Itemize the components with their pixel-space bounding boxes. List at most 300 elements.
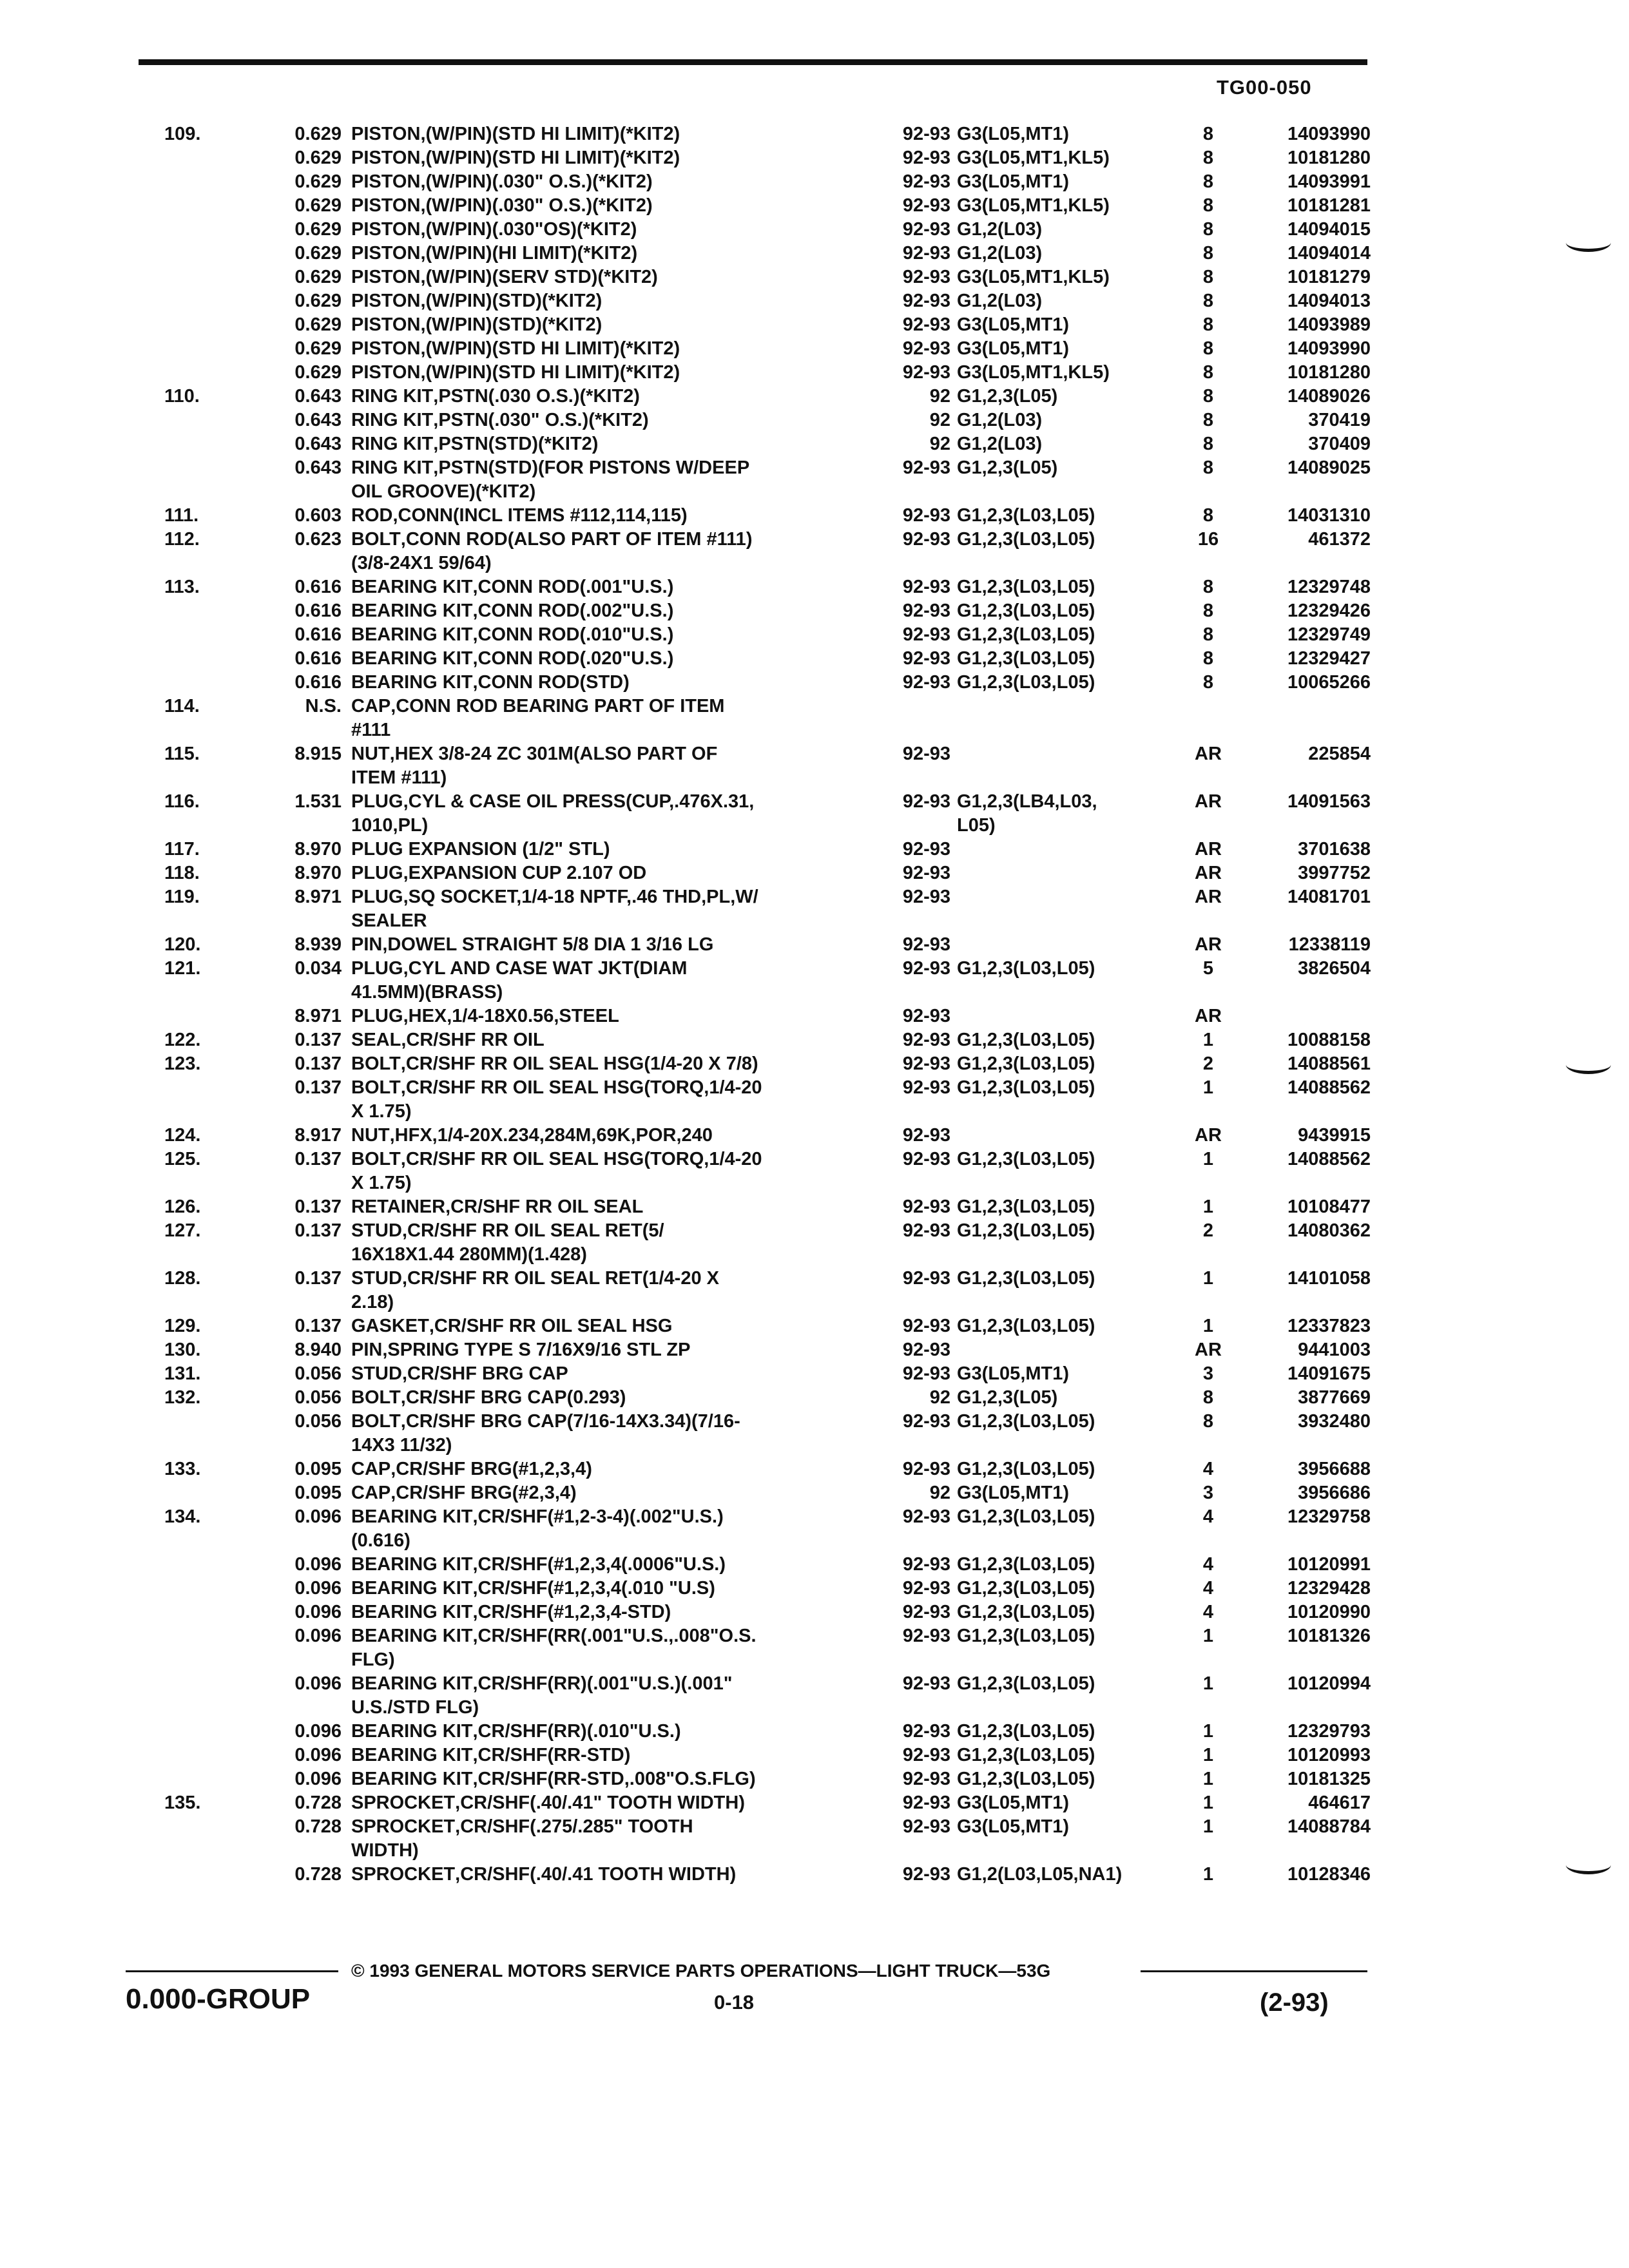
quantity: 8 xyxy=(1202,124,1214,144)
part-description xyxy=(351,528,851,575)
group-number: 0.137 xyxy=(294,1196,342,1217)
item-number: 133. xyxy=(164,1459,201,1479)
part-number: 12329793 xyxy=(1287,1721,1371,1742)
model-year: 92-93 xyxy=(902,1864,950,1885)
group-number: N.S. xyxy=(305,696,342,716)
part-name: ROD xyxy=(351,505,393,526)
group-number: 8.915 xyxy=(294,744,342,764)
model-codes: G3(L05,MT1,KL5) xyxy=(957,195,1110,216)
part-name: BEARING KIT xyxy=(351,672,473,693)
group-number: 0.629 xyxy=(294,267,342,287)
group-number: 0.629 xyxy=(294,338,342,359)
quantity: 3 xyxy=(1202,1483,1214,1503)
item-number: 121. xyxy=(164,958,201,979)
model-codes: G1,2(L03) xyxy=(957,434,1043,454)
part-number: 3956688 xyxy=(1298,1459,1371,1479)
parts-row xyxy=(0,456,1629,504)
part-name: PISTON xyxy=(351,148,421,168)
model-codes: G1,2,3(L03,L05) xyxy=(957,529,1095,550)
group-number: 0.095 xyxy=(294,1483,342,1503)
parts-row xyxy=(0,1672,1629,1720)
group-number: 0.629 xyxy=(294,219,342,240)
top-rule xyxy=(139,59,1367,65)
part-description xyxy=(351,1863,851,1887)
model-codes: G1,2(L03,L05,NA1) xyxy=(957,1864,1123,1885)
parts-row xyxy=(0,623,1629,647)
parts-row xyxy=(0,432,1629,456)
model-codes: G1,2,3(L03,L05) xyxy=(957,1673,1095,1694)
parts-row xyxy=(0,1600,1629,1624)
quantity: 8 xyxy=(1202,219,1214,240)
part-details: ,(W/PIN)(SERV STD)(*KIT2) xyxy=(420,267,658,287)
group-number: 0.629 xyxy=(294,243,342,264)
part-description xyxy=(351,385,851,408)
part-number: 3701638 xyxy=(1298,839,1371,860)
parts-row xyxy=(0,1815,1629,1863)
parts-row xyxy=(0,885,1629,933)
quantity: 1 xyxy=(1202,1077,1214,1098)
group-number: 8.970 xyxy=(294,839,342,860)
part-details: ,(W/PIN)(STD HI LIMIT)(*KIT2) xyxy=(420,124,680,144)
part-name: CAP xyxy=(351,1459,391,1479)
group-number: 0.728 xyxy=(294,1864,342,1885)
model-year: 92-93 xyxy=(902,219,950,240)
part-number: 12337823 xyxy=(1287,1316,1371,1336)
parts-row xyxy=(0,1004,1629,1028)
model-year: 92-93 xyxy=(902,624,950,645)
item-number: 126. xyxy=(164,1196,201,1217)
group-number: 0.137 xyxy=(294,1268,342,1289)
part-details: ,SPRING TYPE S 7/16X9/16 STL ZP xyxy=(382,1340,691,1360)
model-codes: G1,2,3(L03,L05) xyxy=(957,1769,1095,1789)
quantity: 1 xyxy=(1202,1268,1214,1289)
group-number: 8.970 xyxy=(294,863,342,883)
quantity: 8 xyxy=(1202,457,1214,478)
model-year: 92-93 xyxy=(902,1602,950,1622)
parts-row xyxy=(0,1124,1629,1148)
part-name: PLUG xyxy=(351,839,403,860)
part-details: ,CONN(INCL ITEMS #112,114,115) xyxy=(392,505,688,526)
parts-row xyxy=(0,1791,1629,1815)
part-number: 10120994 xyxy=(1287,1673,1371,1694)
model-year: 92-93 xyxy=(902,744,950,764)
part-details: ,CR/SHF(RR)(.001"U.S.)(.001" U.S./STD FLG) xyxy=(351,1673,733,1718)
part-number: 12329427 xyxy=(1287,648,1371,669)
part-details: ,CONN ROD(STD) xyxy=(472,672,630,693)
part-details: ,CONN ROD(.010"U.S.) xyxy=(472,624,674,645)
parts-row xyxy=(0,1314,1629,1338)
part-name: PISTON xyxy=(351,362,421,383)
part-description xyxy=(351,456,851,504)
parts-row xyxy=(0,933,1629,957)
model-codes: G1,2,3(L05) xyxy=(957,457,1058,478)
model-codes: G3(L05,MT1) xyxy=(957,338,1070,359)
part-name: SPROCKET xyxy=(351,1816,456,1837)
part-number: 12329749 xyxy=(1287,624,1371,645)
model-year: 92-93 xyxy=(902,338,950,359)
group-number: 0.056 xyxy=(294,1387,342,1408)
model-codes: G1,2,3(L03,L05) xyxy=(957,672,1095,693)
parts-row xyxy=(0,1744,1629,1767)
group-number: 0.629 xyxy=(294,362,342,383)
quantity: 4 xyxy=(1202,1578,1214,1599)
model-year: 92-93 xyxy=(902,1578,950,1599)
part-number: 10181281 xyxy=(1287,195,1371,216)
group-number: 0.643 xyxy=(294,457,342,478)
part-description xyxy=(351,218,851,242)
model-codes: G1,2,3(L03,L05) xyxy=(957,505,1095,526)
item-number: 114. xyxy=(164,696,200,716)
group-label: 0.000-GROUP xyxy=(126,1983,311,2015)
group-number: 0.034 xyxy=(294,958,342,979)
part-name: PISTON xyxy=(351,243,421,264)
part-details: ,(W/PIN)(STD HI LIMIT)(*KIT2) xyxy=(420,362,680,383)
part-description xyxy=(351,695,851,742)
model-year: 92-93 xyxy=(902,362,950,383)
model-codes: G3(L05,MT1) xyxy=(957,1792,1070,1813)
parts-row xyxy=(0,1052,1629,1076)
parts-row xyxy=(0,790,1629,838)
model-year: 92 xyxy=(929,410,950,430)
part-details: ,CR/SHF RR OIL SEAL HSG(TORQ,1/4-20 X 1.75) xyxy=(351,1149,762,1193)
parts-list xyxy=(0,122,1629,1887)
parts-row xyxy=(0,528,1629,575)
group-number: 0.616 xyxy=(294,672,342,693)
part-details: EXPANSION (1/2" STL) xyxy=(403,839,610,860)
part-description xyxy=(351,242,851,265)
model-year: 92-93 xyxy=(902,124,950,144)
group-number: 0.728 xyxy=(294,1792,342,1813)
part-description xyxy=(351,1481,851,1505)
part-number: 14091675 xyxy=(1287,1363,1371,1384)
part-name: PLUG xyxy=(351,791,403,812)
model-year: 92-93 xyxy=(902,1816,950,1837)
group-number: 0.629 xyxy=(294,124,342,144)
part-number: 14091563 xyxy=(1287,791,1371,812)
part-details: ,(W/PIN)(STD)(*KIT2) xyxy=(420,314,602,335)
model-codes: G1,2,3(L03,L05) xyxy=(957,1316,1095,1336)
footer-rule-right xyxy=(1141,1970,1367,1972)
quantity: 8 xyxy=(1202,195,1214,216)
part-number: 370409 xyxy=(1308,434,1371,454)
part-name: BEARING KIT xyxy=(351,1769,473,1789)
part-details: ,CR/SHF BRG(#1,2,3,4) xyxy=(390,1459,592,1479)
part-number: 14089025 xyxy=(1287,457,1371,478)
model-codes: G3(L05,MT1,KL5) xyxy=(957,148,1110,168)
group-number: 0.137 xyxy=(294,1053,342,1074)
part-description xyxy=(351,122,851,146)
part-description xyxy=(351,361,851,385)
model-year: 92-93 xyxy=(902,1506,950,1527)
part-name: BEARING KIT xyxy=(351,1554,473,1575)
part-description xyxy=(351,432,851,456)
model-year: 92-93 xyxy=(902,529,950,550)
part-name: PIN xyxy=(351,1340,383,1360)
group-number: 0.728 xyxy=(294,1816,342,1837)
quantity: 4 xyxy=(1202,1602,1214,1622)
item-number: 109. xyxy=(164,124,201,144)
part-name: NUT xyxy=(351,1125,390,1146)
part-description xyxy=(351,742,851,790)
parts-row xyxy=(0,599,1629,623)
part-name: RING KIT xyxy=(351,386,434,407)
group-number: 0.643 xyxy=(294,434,342,454)
part-number: 3956686 xyxy=(1298,1483,1371,1503)
part-number: 14089026 xyxy=(1287,386,1371,407)
model-year: 92-93 xyxy=(902,314,950,335)
part-details: ,SQ SOCKET,1/4-18 NPTF,.46 THD,PL,W/ SEALER xyxy=(351,887,758,931)
part-description xyxy=(351,170,851,194)
model-codes: G1,2,3(L05) xyxy=(957,1387,1058,1408)
part-description xyxy=(351,671,851,695)
part-details: ,CR/SHF(.275/.285" TOOTH WIDTH) xyxy=(351,1816,693,1861)
item-number: 112. xyxy=(164,529,200,550)
group-number: 0.623 xyxy=(294,529,342,550)
parts-row xyxy=(0,1481,1629,1505)
model-codes: G1,2,3(L03,L05) xyxy=(957,1745,1095,1765)
parts-row xyxy=(0,957,1629,1004)
part-name: BOLT xyxy=(351,1053,401,1074)
part-description xyxy=(351,790,851,838)
part-name: NUT xyxy=(351,744,390,764)
model-codes: G1,2(L03) xyxy=(957,410,1043,430)
model-year: 92-93 xyxy=(902,195,950,216)
part-details: ,CYL AND CASE WAT JKT(DIAM 41.5MM)(BRASS) xyxy=(351,958,688,1003)
quantity: 8 xyxy=(1202,314,1214,335)
group-number: 0.096 xyxy=(294,1626,342,1646)
part-description xyxy=(351,1052,851,1076)
group-number: 0.629 xyxy=(294,291,342,311)
margin-mark xyxy=(1566,1055,1611,1074)
part-description xyxy=(351,265,851,289)
quantity: 8 xyxy=(1202,362,1214,383)
part-name: BOLT xyxy=(351,1149,401,1169)
group-number: 8.971 xyxy=(294,887,342,907)
model-year: 92-93 xyxy=(902,1268,950,1289)
group-number: 0.629 xyxy=(294,195,342,216)
quantity: 1 xyxy=(1202,1196,1214,1217)
item-number: 131. xyxy=(164,1363,201,1384)
group-number: 0.096 xyxy=(294,1578,342,1599)
part-number: 10181325 xyxy=(1287,1769,1371,1789)
model-year: 92-93 xyxy=(902,672,950,693)
part-name: RING KIT xyxy=(351,457,434,478)
quantity: AR xyxy=(1195,1125,1222,1146)
part-number: 12329428 xyxy=(1287,1578,1371,1599)
group-number: 0.096 xyxy=(294,1673,342,1694)
model-year: 92 xyxy=(929,1483,950,1503)
group-number: 0.629 xyxy=(294,171,342,192)
model-codes: G1,2,3(L05) xyxy=(957,386,1058,407)
model-year: 92-93 xyxy=(902,1149,950,1169)
item-number: 123. xyxy=(164,1053,201,1074)
model-codes: G3(L05,MT1,KL5) xyxy=(957,362,1110,383)
part-number: 14094015 xyxy=(1287,219,1371,240)
quantity: 8 xyxy=(1202,672,1214,693)
model-codes: G3(L05,MT1) xyxy=(957,124,1070,144)
group-number: 0.137 xyxy=(294,1316,342,1336)
part-details: ,CR/SHF(RR-STD) xyxy=(472,1745,631,1765)
part-details: ,PSTN(.030 O.S.)(*KIT2) xyxy=(433,386,640,407)
quantity: 1 xyxy=(1202,1816,1214,1837)
part-name: BEARING KIT xyxy=(351,1673,473,1694)
part-name: RING KIT xyxy=(351,410,434,430)
margin-mark xyxy=(1566,1856,1611,1874)
part-description xyxy=(351,1767,851,1791)
parts-row xyxy=(0,1267,1629,1314)
part-number: 10181279 xyxy=(1287,267,1371,287)
part-details: ,CR/SHF RR OIL SEAL HSG xyxy=(429,1316,673,1336)
part-description xyxy=(351,504,851,528)
group-number: 8.971 xyxy=(294,1006,342,1026)
part-name: BEARING KIT xyxy=(351,1602,473,1622)
parts-row xyxy=(0,1076,1629,1124)
item-number: 128. xyxy=(164,1268,201,1289)
part-name: GASKET xyxy=(351,1316,429,1336)
model-year: 92-93 xyxy=(902,1792,950,1813)
part-details: ,CONN ROD(.020"U.S.) xyxy=(472,648,674,669)
parts-row xyxy=(0,861,1629,885)
part-name: BEARING KIT xyxy=(351,624,473,645)
part-name: BEARING KIT xyxy=(351,1506,473,1527)
part-number: 14093989 xyxy=(1287,314,1371,335)
copyright-notice: © 1993 GENERAL MOTORS SERVICE PARTS OPERATIONS—LIGHT TRUCK—53G xyxy=(351,1961,1051,1981)
parts-row xyxy=(0,1148,1629,1195)
model-year: 92-93 xyxy=(902,1196,950,1217)
model-year: 92-93 xyxy=(902,791,950,812)
part-details: ,CONN ROD BEARING PART OF ITEM #111 xyxy=(351,696,725,740)
part-description xyxy=(351,933,851,957)
parts-row xyxy=(0,1410,1629,1457)
model-codes: G1,2,3(L03,L05) xyxy=(957,1196,1095,1217)
model-year: 92-93 xyxy=(902,1316,950,1336)
part-name: BEARING KIT xyxy=(351,1745,473,1765)
model-codes: G1,2,3(L03,L05) xyxy=(957,624,1095,645)
group-number: 0.137 xyxy=(294,1149,342,1169)
model-year: 92-93 xyxy=(902,1340,950,1360)
model-codes: G3(L05,MT1) xyxy=(957,314,1070,335)
model-year: 92-93 xyxy=(902,291,950,311)
model-codes: G1,2,3(LB4,L03, L05) xyxy=(957,791,1097,836)
quantity: AR xyxy=(1195,744,1222,764)
part-description xyxy=(351,1577,851,1600)
model-year: 92 xyxy=(929,434,950,454)
part-details: ,CONN ROD(.002"U.S.) xyxy=(472,601,674,621)
quantity: AR xyxy=(1195,887,1222,907)
part-number: 12329758 xyxy=(1287,1506,1371,1527)
part-description xyxy=(351,408,851,432)
model-codes: G1,2,3(L03,L05) xyxy=(957,648,1095,669)
part-details: ,CONN ROD(ALSO PART OF ITEM #111) (3/8-24X1 59/64) xyxy=(351,529,753,573)
part-number: 3932480 xyxy=(1298,1411,1371,1432)
part-name: PLUG xyxy=(351,958,403,979)
part-description xyxy=(351,1505,851,1553)
part-details: ,(W/PIN)(HI LIMIT)(*KIT2) xyxy=(420,243,638,264)
quantity: 3 xyxy=(1202,1363,1214,1384)
model-year: 92-93 xyxy=(902,267,950,287)
part-details: ,(W/PIN)(STD HI LIMIT)(*KIT2) xyxy=(420,148,680,168)
model-codes: G3(L05,MT1) xyxy=(957,1816,1070,1837)
part-number: 10065266 xyxy=(1287,672,1371,693)
part-description xyxy=(351,1744,851,1767)
item-number: 115. xyxy=(164,744,200,764)
group-number: 0.643 xyxy=(294,386,342,407)
model-year: 92-93 xyxy=(902,1626,950,1646)
parts-row xyxy=(0,146,1629,170)
part-description xyxy=(351,1457,851,1481)
quantity: 8 xyxy=(1202,386,1214,407)
item-number: 124. xyxy=(164,1125,201,1146)
model-year: 92 xyxy=(929,386,950,407)
model-codes: G1,2,3(L03,L05) xyxy=(957,1149,1095,1169)
model-year: 92-93 xyxy=(902,1673,950,1694)
quantity: 8 xyxy=(1202,505,1214,526)
parts-row xyxy=(0,289,1629,313)
part-description xyxy=(351,194,851,218)
part-details: ,CR/SHF(.40/.41" TOOTH WIDTH) xyxy=(455,1792,745,1813)
part-number: 10120993 xyxy=(1287,1745,1371,1765)
part-name: PLUG xyxy=(351,863,403,883)
model-codes: G1,2,3(L03,L05) xyxy=(957,1459,1095,1479)
group-number: 0.629 xyxy=(294,314,342,335)
parts-row xyxy=(0,1553,1629,1577)
parts-row xyxy=(0,742,1629,790)
page-code: TG00-050 xyxy=(1217,76,1312,99)
part-number: 14081701 xyxy=(1287,887,1371,907)
part-number: 14080362 xyxy=(1287,1220,1371,1241)
item-number: 132. xyxy=(164,1387,201,1408)
part-description xyxy=(351,146,851,170)
quantity: 8 xyxy=(1202,148,1214,168)
part-number: 10120991 xyxy=(1287,1554,1371,1575)
part-details: ,HFX,1/4-20X.234,284M,69K,POR,240 xyxy=(389,1125,713,1146)
item-number: 135. xyxy=(164,1792,201,1813)
part-description xyxy=(351,1624,851,1672)
part-number: 9441003 xyxy=(1298,1340,1371,1360)
model-year: 92-93 xyxy=(902,863,950,883)
group-number: 0.629 xyxy=(294,148,342,168)
part-description xyxy=(351,1720,851,1744)
part-description xyxy=(351,1076,851,1124)
part-details: ,(W/PIN)(.030" O.S.)(*KIT2) xyxy=(420,195,653,216)
model-year: 92-93 xyxy=(902,839,950,860)
part-name: BEARING KIT xyxy=(351,601,473,621)
group-number: 0.096 xyxy=(294,1745,342,1765)
part-name: SEAL xyxy=(351,1030,401,1050)
group-number: 0.056 xyxy=(294,1411,342,1432)
parts-row xyxy=(0,194,1629,218)
parts-row xyxy=(0,1863,1629,1887)
margin-mark xyxy=(1566,233,1611,252)
part-number: 9439915 xyxy=(1298,1125,1371,1146)
part-details: ,CR/SHF BRG CAP(7/16-14X3.34)(7/16- 14X3 11/32) xyxy=(351,1411,740,1456)
quantity: 8 xyxy=(1202,338,1214,359)
part-details: ,HEX 3/8-24 ZC 301M(ALSO PART OF ITEM #111) xyxy=(351,744,718,788)
model-codes: G1,2,3(L03,L05) xyxy=(957,1220,1095,1241)
part-details: ,CR/SHF RR OIL SEAL RET(1/4-20 X 2.18) xyxy=(351,1268,719,1312)
part-name: BEARING KIT xyxy=(351,1578,473,1599)
part-number: 225854 xyxy=(1308,744,1371,764)
part-name: RETAINER xyxy=(351,1196,446,1217)
quantity: 8 xyxy=(1202,243,1214,264)
part-name: PISTON xyxy=(351,195,421,216)
part-name: BEARING KIT xyxy=(351,1626,473,1646)
model-year: 92-93 xyxy=(902,148,950,168)
quantity: 8 xyxy=(1202,410,1214,430)
group-number: 0.137 xyxy=(294,1220,342,1241)
model-year: 92-93 xyxy=(902,1363,950,1384)
part-name: PISTON xyxy=(351,338,421,359)
